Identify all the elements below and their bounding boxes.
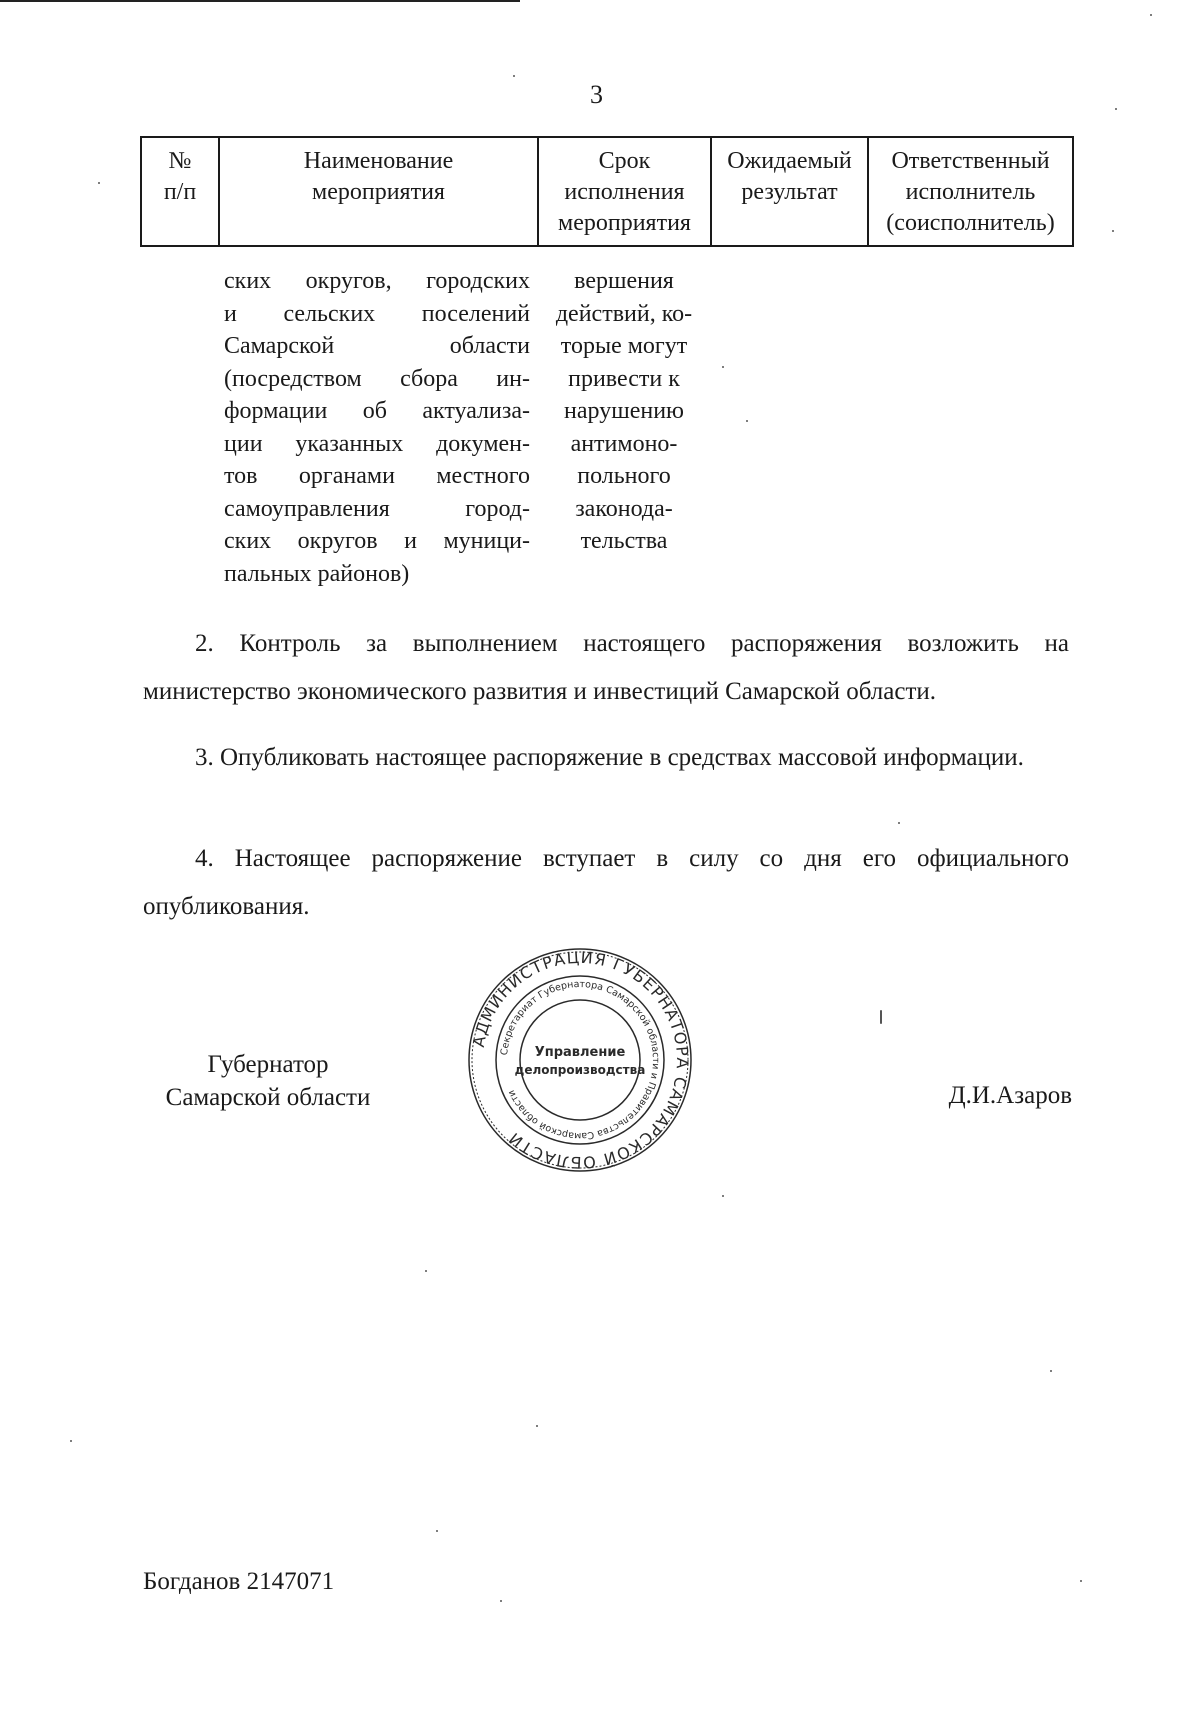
scan-speck (1112, 230, 1114, 232)
scan-speck (70, 1440, 72, 1442)
official-seal (466, 946, 694, 1174)
scan-speck (98, 182, 100, 184)
scan-speck (722, 366, 724, 368)
scan-speck (1050, 1370, 1052, 1372)
scan-speck (513, 75, 515, 77)
scan-speck (425, 1270, 427, 1272)
seal-inner-text: Секретариат Губернатора Самарской области и Правительства Самарской области (499, 978, 662, 1142)
scan-speck (1080, 1580, 1082, 1582)
scan-speck (746, 420, 748, 422)
paragraph-effective: 4. Настоящее распоряжение вступает в силу со дня его официального опубликования. (143, 845, 1069, 920)
seal-outer-text: АДМИНИСТРАЦИЯ ГУБЕРНАТОРА САМАРСКОЙ ОБЛАСТИ (468, 947, 693, 1173)
deadline-line: тельства (580, 528, 668, 554)
activity-line: ции указанных докумен- (224, 430, 530, 457)
scan-speck (1115, 108, 1117, 110)
deadline-line: привести к (568, 365, 680, 392)
activity-continuation (224, 265, 530, 590)
activity-line: ских округов, городских (224, 268, 530, 294)
scan-speck (722, 1195, 724, 1197)
paragraph-publish: 3. Опубликовать настоящее распоряжение в средствах массовой информации. (195, 744, 1024, 771)
deadline-line: антимоно- (570, 430, 678, 457)
scan-edge (0, 0, 520, 2)
table-header (140, 136, 1074, 247)
signatory-name: Д.И.Азаров (948, 1082, 1072, 1109)
header-cell-result: Ожидаемый результат (711, 137, 868, 246)
scan-speck (436, 1530, 438, 1532)
deadline-continuation (536, 265, 712, 558)
header-cell-number: № п/п (141, 137, 219, 246)
scan-speck (500, 1600, 502, 1602)
seal-center-line: Управление (534, 1045, 626, 1060)
page-number: 3 (590, 80, 603, 109)
activity-line: формации об актуализа- (224, 398, 530, 424)
deadline-line: торые могут (560, 333, 688, 359)
deadline-line: действий, ко- (555, 300, 693, 327)
activity-line: и сельских поселений (224, 300, 530, 327)
paragraph-control: 2. Контроль за выполнением настоящего распоряжения возложить на министерство экономического развития и инвестиций Самарской области. (143, 630, 1069, 705)
scan-speck (536, 1425, 538, 1427)
table-header-row (141, 137, 1073, 246)
deadline-line: польного (577, 463, 671, 489)
scan-speck (880, 1010, 882, 1024)
signatory-title-line: Самарской области (165, 1084, 371, 1111)
seal-center-line: делопроизводства (514, 1063, 646, 1077)
deadline-line: законода- (575, 495, 673, 522)
signatory-title-line: Губернатор (207, 1051, 329, 1078)
header-cell-activity: Наименование мероприятия (219, 137, 538, 246)
activity-line: Самарской области (224, 333, 530, 359)
deadline-line: вершения (574, 268, 674, 294)
activity-line: (посредством сбора ин- (224, 365, 530, 392)
header-cell-responsible: Ответственный исполнитель (соисполнитель) (868, 137, 1073, 246)
scan-speck (1150, 14, 1152, 16)
header-cell-deadline: Срок исполнения мероприятия (538, 137, 711, 246)
activity-line: пальных районов) (224, 560, 410, 587)
activity-line: самоуправления город- (224, 495, 530, 522)
scan-speck (898, 822, 900, 824)
signatory-title (148, 1048, 388, 1114)
deadline-line: нарушению (564, 398, 684, 424)
executor-note: Богданов 2147071 (143, 1568, 335, 1595)
activity-line: ских округов и муници- (224, 528, 530, 554)
activity-line: тов органами местного (224, 463, 530, 489)
